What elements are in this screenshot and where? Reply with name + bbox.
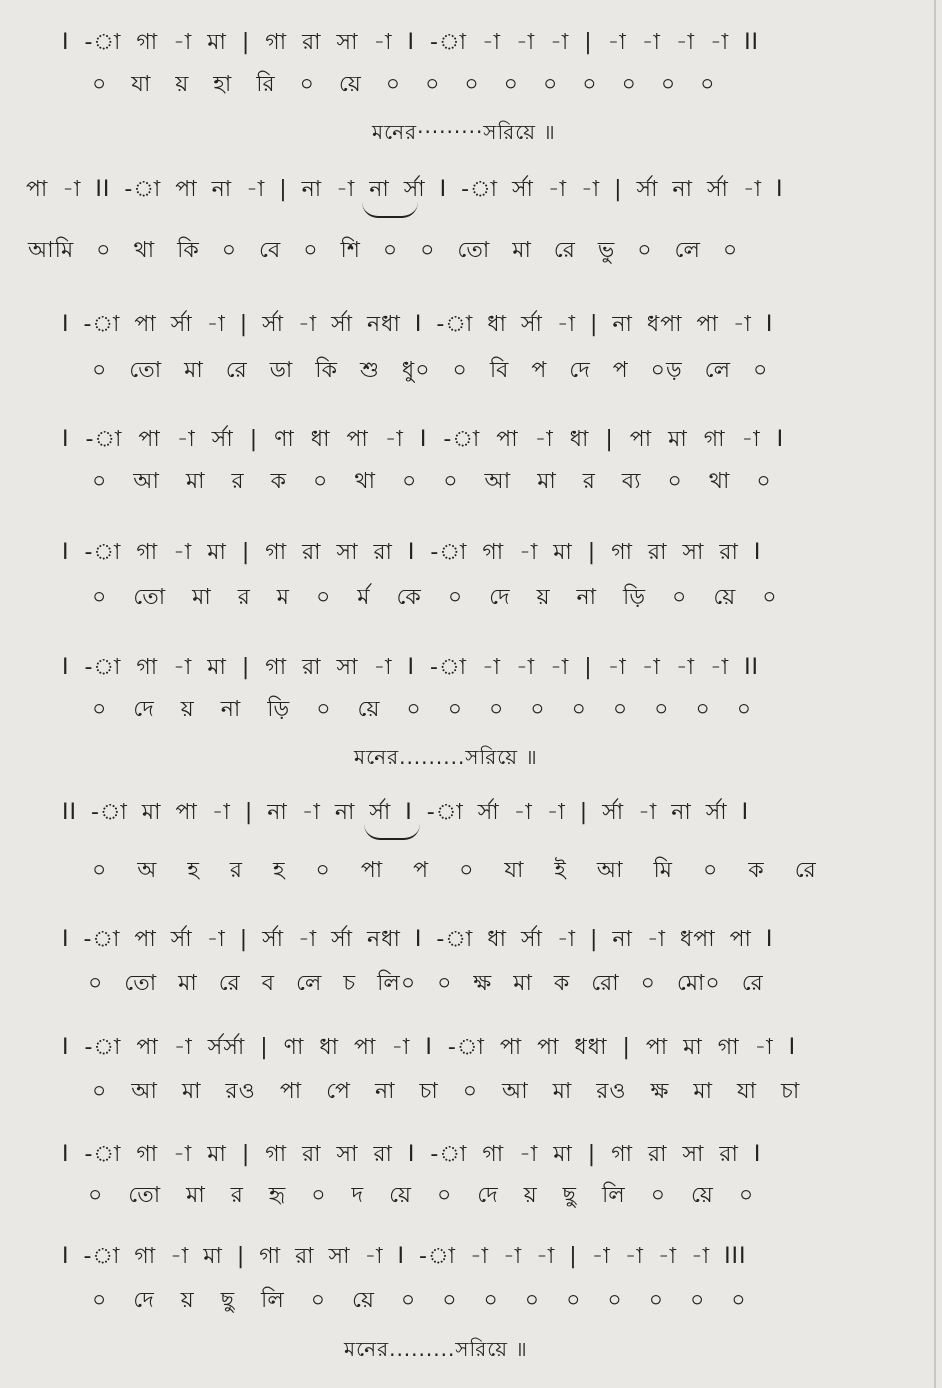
page-edge xyxy=(934,0,936,1388)
notation-line: I -া গা -া মা | গা রা সা -া I -া -া -া -া | -া -া -া -া II xyxy=(62,30,760,55)
slur-mark xyxy=(362,202,418,218)
notation-line: I -া গা -া মা | গা রা সা রা I -া গা -া মা | গা রা সা রা I xyxy=(62,540,762,565)
lyric-line: ০ দে য় ছু লি ০ য়ে ০ ০ ০ ০ ০ ০ ০ ০ ০ xyxy=(92,1288,747,1313)
notation-line: I -া পা র্সা -া | র্সা -া র্সা নধা I -া ধা র্সা -া | না ধপা পা -া I xyxy=(62,312,774,337)
lyric-line: ০ তো মা র ম ০ র্ম কে ০ দে য় না ড়ি ০ য়ে ০ xyxy=(92,585,778,610)
notation-line: I -া গা -া মা | গা রা সা -া I -া -া -া -া | -া -া -া -া III xyxy=(62,1244,747,1269)
notation-line: II -া মা পা -া | না -া না র্সা I -া র্সা -া -া | র্সা -া না র্সা I xyxy=(62,800,750,825)
lyric-line: ০ অ হ র হ ০ পা প ০ যা ই আ মি ০ ক রে xyxy=(92,858,817,883)
lyric-line: ০ দে য় না ড়ি ০ য়ে ০ ০ ০ ০ ০ ০ ০ ০ ০ xyxy=(92,697,753,722)
refrain-line: মনের·········সরিয়ে ॥ xyxy=(372,120,556,144)
refrain-line: মনের.........সরিয়ে ॥ xyxy=(354,745,538,769)
refrain-line: মনের.........সরিয়ে ॥ xyxy=(344,1337,528,1361)
lyric-line: ০ তো মা র হৃ ০ দ য়ে ০ দে য় ছু লি ০ য়ে ০ xyxy=(88,1183,755,1208)
lyric-line: ০ যা য় হা রি ০ য়ে ০ ০ ০ ০ ০ ০ ০ ০ ০ xyxy=(92,72,716,97)
lyric-line: ০ আ মা র ক ০ থা ০ ০ আ মা র ব্য ০ থা ০ xyxy=(92,469,772,494)
lyric-line: আমি ০ থা কি ০ বে ০ শি ০ ০ তো মা রে ভু ০ লে ০ xyxy=(28,238,739,263)
notation-line: পা -া II -া পা না -া | না -া না র্সা I -া র্সা -া -া | র্সা না র্সা -া I xyxy=(26,177,784,202)
notation-line: I -া পা -া র্সা | ণা ধা পা -া I -া পা -া ধা | পা মা গা -া I xyxy=(62,427,785,452)
lyric-line: ০ তো মা রে ব লে চ লি০ ০ ক্ষ মা ক রো ০ মো০ রে xyxy=(88,971,764,996)
lyric-line: ০ তো মা রে ডা কি শু ধু০ ০ বি প দে প ০ড় লে ০ xyxy=(92,358,769,383)
lyric-line: ০ আ মা রও পা পে না চা ০ আ মা রও ক্ষ মা যা চা xyxy=(92,1079,801,1104)
notation-line: I -া পা -া র্সর্সা | ণা ধা পা -া I -া পা পা ধধা | পা মা গা -া I xyxy=(62,1035,797,1060)
notation-line: I -া গা -া মা | গা রা সা রা I -া গা -া মা | গা রা সা রা I xyxy=(62,1142,762,1167)
notation-line: I -া গা -া মা | গা রা সা -া I -া -া -া -া | -া -া -া -া II xyxy=(62,655,760,680)
notation-line: I -া পা র্সা -া | র্সা -া র্সা নধা I -া ধা র্সা -া | না -া ধপা পা I xyxy=(62,927,774,952)
slur-mark xyxy=(364,824,420,840)
